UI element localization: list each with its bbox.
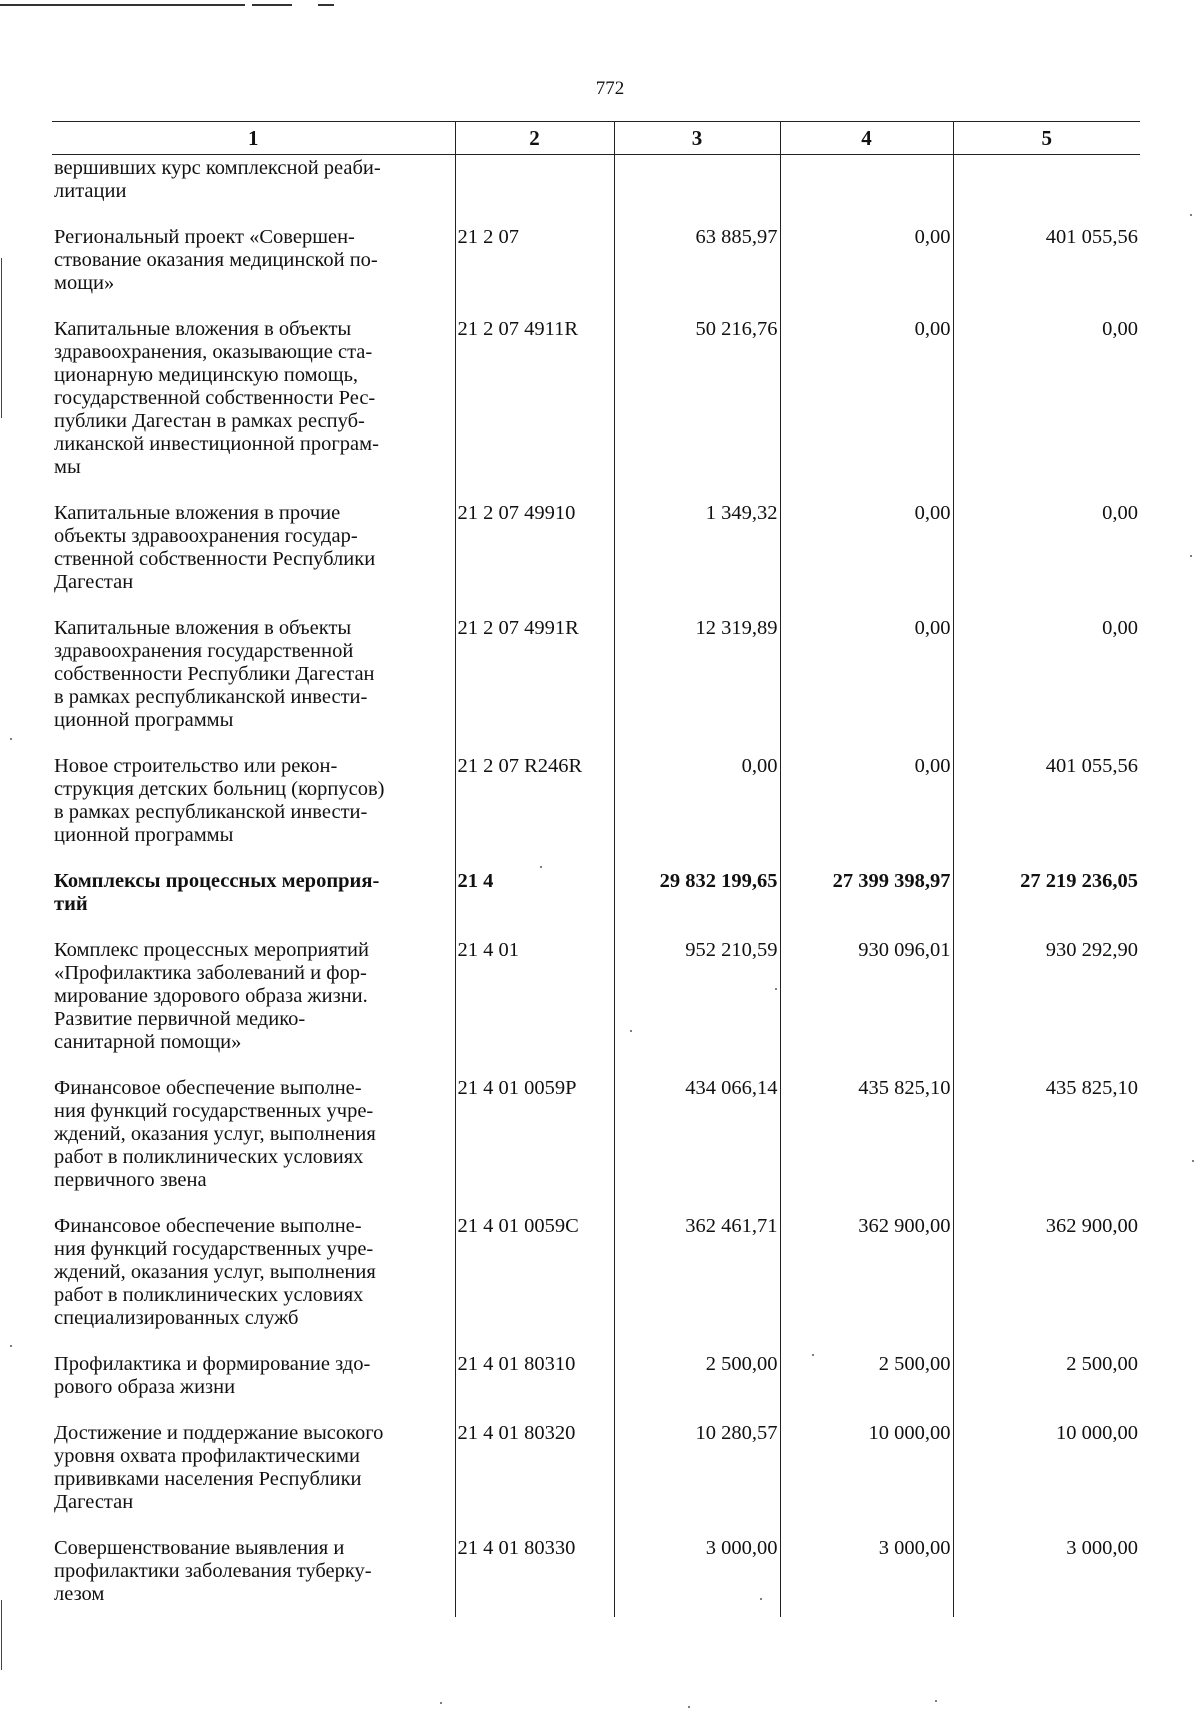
amount-col4-cell: 0,00 (780, 605, 953, 743)
amount-col3-cell (614, 155, 780, 215)
code-cell: 21 2 07 (455, 214, 614, 306)
scan-speck (10, 738, 12, 740)
amount-col3-cell: 362 461,71 (614, 1203, 780, 1341)
amount-col3-cell: 952 210,59 (614, 927, 780, 1065)
item-name-cell: вершивших курс комплексной реаби- литации (54, 157, 381, 202)
table-row (52, 927, 1140, 1065)
amount-col5-cell: 3 000,00 (953, 1525, 1140, 1617)
amount-col4-cell: 10 000,00 (780, 1410, 953, 1525)
amount-col5-cell: 930 292,90 (953, 927, 1140, 1065)
code-cell: 21 2 07 R246R (455, 743, 614, 858)
amount-col4-cell: 3 000,00 (780, 1525, 953, 1617)
amount-col5-cell: 0,00 (953, 306, 1140, 490)
scan-mark (252, 4, 292, 6)
amount-col4-cell: 362 900,00 (780, 1203, 953, 1341)
scan-speck (688, 1706, 690, 1708)
amount-col4-cell: 435 825,10 (780, 1065, 953, 1203)
amount-col5-cell: 401 055,56 (953, 743, 1140, 858)
scan-speck (1192, 1160, 1194, 1162)
amount-col4-cell: 930 096,01 (780, 927, 953, 1065)
page-number: 772 (595, 78, 625, 99)
item-name-cell: Новое строительство или рекон- струкция детских больниц (корпусов) в рамках республиканской инвести- ционной программы (54, 755, 385, 846)
item-name-cell: Финансовое обеспечение выполне- ния функций государственных учре- ждений, оказания услуг, выполнения работ в поликлинических условиях первичного звена (54, 1077, 376, 1191)
code-cell: 21 4 01 80330 (455, 1525, 614, 1617)
scan-speck (1190, 555, 1192, 557)
scan-mark (0, 4, 245, 6)
amount-col3-cell: 12 319,89 (614, 605, 780, 743)
amount-col5-cell: 10 000,00 (953, 1410, 1140, 1525)
table-row (52, 1341, 1140, 1410)
amount-col5-cell: 435 825,10 (953, 1065, 1140, 1203)
table-row (52, 858, 1140, 927)
item-name-cell: Капитальные вложения в прочие объекты здравоохранения государ- ственной собственности Республики Дагестан (54, 502, 376, 593)
amount-col5-cell: 27 219 236,05 (953, 858, 1140, 927)
scan-speck (935, 1700, 937, 1702)
amount-col4-cell: 27 399 398,97 (780, 858, 953, 927)
column-header-1: 1 (52, 122, 455, 155)
code-cell: 21 4 01 0059P (455, 1065, 614, 1203)
item-name-cell: Профилактика и формирование здо- рового образа жизни (54, 1353, 371, 1398)
item-name-cell: Достижение и поддержание высокого уровня охвата профилактическими прививками населения Республики Дагестан (54, 1422, 384, 1513)
amount-col3-cell: 29 832 199,65 (614, 858, 780, 927)
scan-mark (318, 4, 334, 6)
table-row (52, 155, 1140, 215)
header-row (52, 122, 1140, 155)
item-name-cell: Комплекс процессных мероприятий «Профилактика заболеваний и фор- мирование здорового образа жизни. Развитие первичной медико- санитарной помощи» (54, 939, 369, 1053)
amount-col3-cell: 1 349,32 (614, 490, 780, 605)
code-cell (455, 155, 614, 215)
amount-col5-cell (953, 155, 1140, 215)
item-name-cell: Капитальные вложения в объекты здравоохранения, оказывающие ста- ционарную медицинскую помощь, государственной собственности Рес- публики Дагестан в рамках респуб- ликанской инвестиционной програм- мы (54, 318, 379, 478)
item-name-cell: Финансовое обеспечение выполне- ния функций государственных учре- ждений, оказания услуг, выполнения работ в поликлинических условиях специализированных служб (54, 1215, 376, 1329)
amount-col4-cell: 0,00 (780, 490, 953, 605)
table-row (52, 306, 1140, 490)
budget-table (52, 121, 1140, 1617)
column-header-3: 3 (614, 122, 780, 155)
code-cell: 21 4 01 0059C (455, 1203, 614, 1341)
amount-col3-cell: 2 500,00 (614, 1341, 780, 1410)
amount-col5-cell: 401 055,56 (953, 214, 1140, 306)
amount-col4-cell (780, 155, 953, 215)
code-cell: 21 4 (455, 858, 614, 927)
amount-col3-cell: 63 885,97 (614, 214, 780, 306)
code-cell: 21 4 01 80310 (455, 1341, 614, 1410)
code-cell: 21 4 01 80320 (455, 1410, 614, 1525)
table-row (52, 490, 1140, 605)
amount-col4-cell: 0,00 (780, 306, 953, 490)
table-row (52, 605, 1140, 743)
scan-edge-line (1, 1600, 2, 1670)
table-row (52, 1203, 1140, 1341)
amount-col3-cell: 0,00 (614, 743, 780, 858)
table-row (52, 1065, 1140, 1203)
scan-speck (440, 1702, 442, 1704)
scan-speck (1190, 214, 1192, 216)
code-cell: 21 2 07 4991R (455, 605, 614, 743)
amount-col5-cell: 0,00 (953, 605, 1140, 743)
amount-col3-cell: 50 216,76 (614, 306, 780, 490)
table-row (52, 214, 1140, 306)
code-cell: 21 2 07 49910 (455, 490, 614, 605)
amount-col5-cell: 2 500,00 (953, 1341, 1140, 1410)
amount-col3-cell: 3 000,00 (614, 1525, 780, 1617)
item-name-cell: Региональный проект «Совершен- ствование оказания медицинской по- мощи» (54, 226, 378, 294)
table-row (52, 743, 1140, 858)
table-row (52, 1525, 1140, 1617)
column-header-2: 2 (455, 122, 614, 155)
item-name-cell: Совершенствование выявления и профилактики заболевания туберку- лезом (54, 1537, 372, 1605)
amount-col4-cell: 0,00 (780, 743, 953, 858)
amount-col5-cell: 0,00 (953, 490, 1140, 605)
table-row (52, 1410, 1140, 1525)
amount-col4-cell: 0,00 (780, 214, 953, 306)
item-name-cell: Комплексы процессных мероприя- тий (54, 870, 380, 915)
table-body (52, 155, 1140, 1618)
code-cell: 21 4 01 (455, 927, 614, 1065)
scan-speck (10, 1345, 12, 1347)
amount-col3-cell: 10 280,57 (614, 1410, 780, 1525)
column-header-4: 4 (780, 122, 953, 155)
amount-col3-cell: 434 066,14 (614, 1065, 780, 1203)
amount-col4-cell: 2 500,00 (780, 1341, 953, 1410)
code-cell: 21 2 07 4911R (455, 306, 614, 490)
amount-col5-cell: 362 900,00 (953, 1203, 1140, 1341)
item-name-cell: Капитальные вложения в объекты здравоохранения государственной собственности Республики Дагестан в рамках республиканской инвести- ционной программы (54, 617, 375, 731)
column-header-5: 5 (953, 122, 1140, 155)
scan-edge-line (1, 258, 2, 418)
